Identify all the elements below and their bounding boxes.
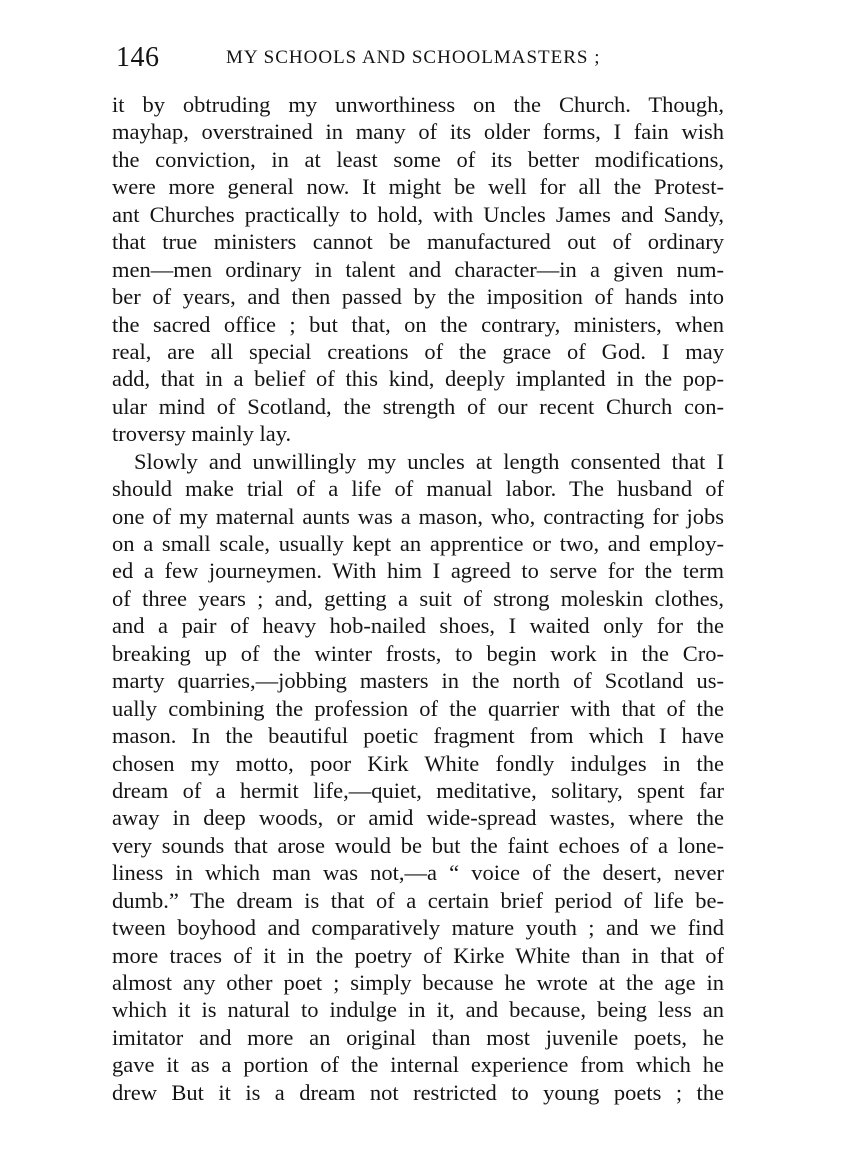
- running-head: MY SCHOOLS AND SCHOOLMASTERS ;: [226, 47, 601, 68]
- text-line: and a pair of heavy hob-nailed shoes, I waited only for the: [112, 613, 724, 639]
- text-line: breaking up of the winter frosts, to begin work in the Cro-: [112, 640, 724, 666]
- text-line: drew But it is a dream not restricted to young poets ; the: [112, 1079, 724, 1105]
- text-line: dumb.” The dream is that of a certain brief period of life be-: [112, 887, 724, 913]
- paragraph-1: [112, 91, 724, 448]
- text-line: mason. In the beautiful poetic fragment from which I have: [112, 723, 724, 749]
- text-line: almost any other poet ; simply because he wrote at the age in: [112, 970, 724, 995]
- text-line: which it is natural to indulge in it, and because, being less an: [112, 997, 724, 1023]
- text-line: of three years ; and, getting a suit of strong moleskin clothes,: [112, 585, 724, 611]
- text-line: Slowly and unwillingly my uncles at length consented that I: [134, 448, 724, 474]
- text-line: real, are all special creations of the grace of God. I may: [112, 338, 724, 364]
- text-line: gave it as a portion of the internal experience from which he: [112, 1052, 724, 1078]
- page-header: [116, 40, 726, 76]
- text-line: tween boyhood and comparatively mature youth ; and we find: [112, 915, 724, 941]
- page-number: 146: [116, 42, 160, 73]
- text-line: on a small scale, usually kept an apprentice or two, and employ-: [112, 531, 724, 556]
- text-line: one of my maternal aunts was a mason, who, contracting for jobs: [112, 503, 724, 529]
- text-line: troversy mainly lay.: [112, 421, 292, 447]
- text-line: more traces of it in the poetry of Kirke White than in that of: [112, 942, 724, 968]
- text-line: imitator and more an original than most juvenile poets, he: [112, 1024, 724, 1050]
- text-line: marty quarries,—jobbing masters in the north of Scotland us-: [112, 668, 724, 694]
- text-line: should make trial of a life of manual labor. The husband of: [112, 476, 724, 502]
- text-line: men—men ordinary in talent and character—in a given num-: [112, 256, 724, 282]
- text-line: that true ministers cannot be manufactured out of ordinary: [112, 229, 724, 255]
- text-line: ed a few journeymen. With him I agreed to serve for the term: [112, 558, 724, 584]
- body-text: [112, 91, 724, 1106]
- text-line: ular mind of Scotland, the strength of our recent Church con-: [112, 393, 724, 419]
- text-line: the conviction, in at least some of its better modifications,: [112, 146, 724, 172]
- text-line: liness in which man was not,—a “ voice of the desert, never: [112, 860, 724, 886]
- text-line: it by obtruding my unworthiness on the Church. Though,: [112, 92, 724, 117]
- text-line: ber of years, and then passed by the imposition of hands into: [112, 284, 724, 310]
- text-line: mayhap, overstrained in many of its older forms, I fain wish: [112, 119, 724, 145]
- text-line: were more general now. It might be well for all the Protest-: [112, 174, 724, 200]
- text-line: chosen my motto, poor Kirk White fondly indulges in the: [112, 750, 724, 776]
- text-line: add, that in a belief of this kind, deeply implanted in the pop-: [112, 366, 724, 392]
- text-line: dream of a hermit life,—quiet, meditative, solitary, spent far: [112, 777, 724, 803]
- text-line: the sacred office ; but that, on the contrary, ministers, when: [112, 311, 724, 337]
- text-line: very sounds that arose would be but the faint echoes of a lone-: [112, 832, 724, 858]
- paragraph-2: [112, 448, 724, 1107]
- text-line: ant Churches practically to hold, with Uncles James and Sandy,: [112, 201, 724, 227]
- text-line: away in deep woods, or amid wide-spread wastes, where the: [112, 805, 724, 831]
- text-line: ually combining the profession of the quarrier with that of the: [112, 695, 724, 721]
